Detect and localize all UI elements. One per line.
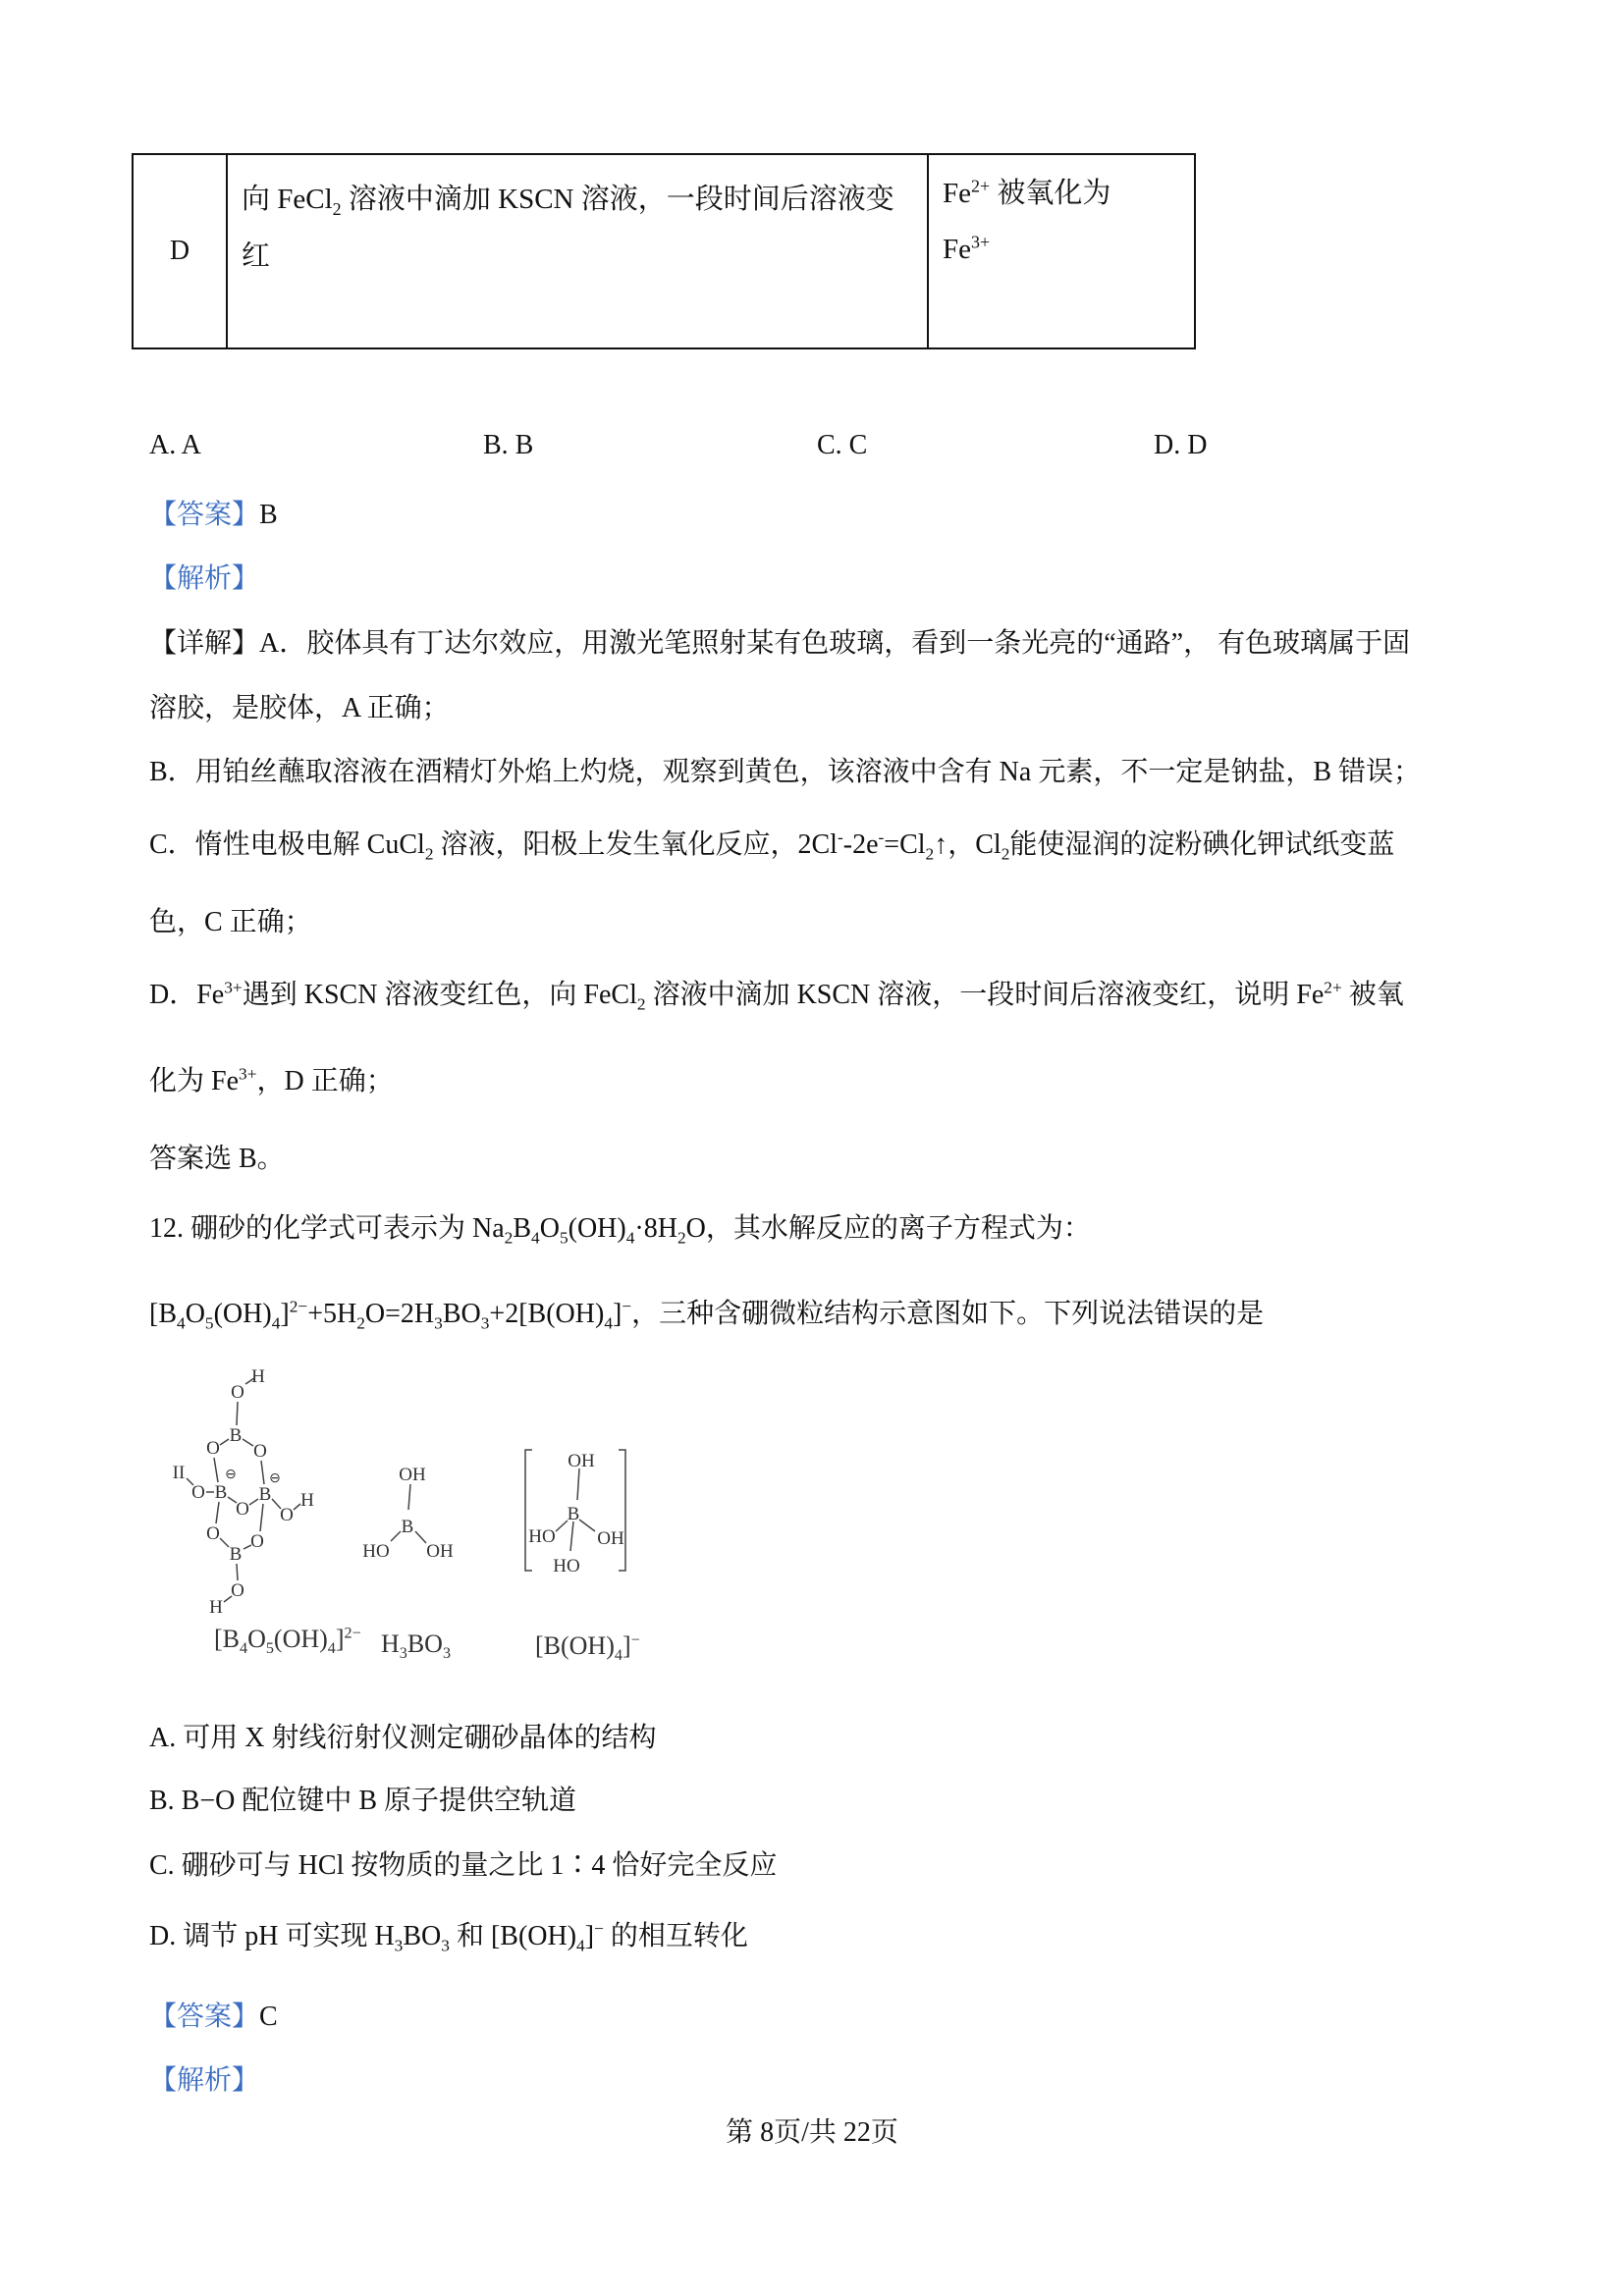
text-segment: +5H [307, 1299, 357, 1329]
subscript: 3 [441, 1936, 450, 1955]
subscript: 3 [394, 1936, 404, 1955]
hydroxyl-group: OH [399, 1465, 426, 1485]
subscript: 2 [1001, 844, 1010, 864]
text-segment: 能使湿润的淀粉碘化钾试纸变蓝 [1009, 829, 1395, 860]
text-segment: O，其水解反应的离子方程式为： [685, 1213, 1091, 1244]
text-segment: 向 FeCl [242, 184, 333, 215]
superscript: 2+ [971, 176, 991, 196]
boric-acid-structure [362, 1465, 454, 1562]
text-segment: B. B−O 配位键中 B 原子提供空轨道 [149, 1786, 577, 1816]
atom-h: H [300, 1490, 314, 1511]
text-segment: D. 调节 pH 可实现 H [149, 1921, 395, 1951]
atom-o: O [231, 1382, 244, 1403]
text-segment: B [259, 500, 278, 530]
text-segment: 被氧 [1341, 980, 1404, 1010]
atom-o: O [236, 1499, 249, 1520]
subscript: 5 [265, 1640, 274, 1658]
subscript: 4 [271, 1313, 281, 1333]
text-segment: C．惰性电极电解 CuCl [149, 829, 425, 860]
text-segment: 溶液中滴加 KSCN 溶液，一段时间后溶液变红，说明 Fe [645, 980, 1325, 1010]
text-segment: ] [335, 1625, 345, 1653]
text-segment: ] [280, 1299, 290, 1329]
subscript: 3 [434, 1313, 443, 1333]
text-segment: =Cl [884, 829, 926, 860]
text-segment: 的相互转化 [603, 1921, 748, 1951]
text-segment: Fe [943, 234, 971, 265]
text-segment: BO [442, 1299, 481, 1329]
text-segment: BO [406, 1629, 443, 1658]
borate-structure [173, 1366, 314, 1618]
text-segment: H [381, 1629, 400, 1658]
text-segment: 红 [242, 240, 271, 272]
text-segment: 和 [B(OH) [449, 1921, 577, 1951]
text-segment: 溶胶，是胶体，A 正确； [149, 693, 450, 723]
superscript: 2− [344, 1625, 361, 1642]
text-segment: B．用铂丝蘸取溶液在酒精灯外焰上灼烧，观察到黄色，该溶液中含有 Na 元素，不一定是钠盐，B 错误； [149, 757, 1422, 787]
text-segment: D．Fe [149, 980, 225, 1010]
option-d: D. D [1154, 430, 1208, 460]
atom-o: O [280, 1505, 294, 1525]
hydroxyl-group: OH [597, 1528, 624, 1549]
option-b: B. B [483, 430, 534, 460]
text-segment: ，三种含硼微粒结构示意图如下。下列说法错误的是 [631, 1299, 1265, 1329]
text-segment: ↑，Cl [934, 829, 1001, 860]
text-segment: +2[B(OH) [489, 1299, 605, 1329]
atom-b: B [401, 1517, 414, 1537]
atom-h: H [251, 1366, 265, 1387]
atom-b: B [258, 1484, 272, 1505]
subscript: 2 [677, 1228, 686, 1248]
subscript: 3 [442, 1645, 452, 1663]
text-segment: (OH) [568, 1213, 626, 1244]
subscript: 3 [480, 1313, 490, 1333]
atom-b: B [567, 1504, 580, 1524]
subscript: 2 [332, 198, 342, 219]
superscript: 2+ [1324, 978, 1342, 997]
subscript: 2 [356, 1313, 365, 1333]
subscript: 2 [504, 1228, 514, 1248]
hydroxyl-group: OH [426, 1541, 454, 1562]
tetrahydroxyborate-structure [525, 1450, 625, 1576]
atom-b: B [229, 1425, 243, 1446]
section-label: 【答案】 [149, 500, 260, 530]
text-segment: 遇到 KSCN 溶液变红色，向 FeCl [242, 980, 637, 1010]
text-segment: 12. 硼砂的化学式可表示为 Na [149, 1213, 505, 1244]
option-letter: D [169, 236, 190, 266]
atom-o: O [253, 1441, 267, 1462]
subscript: 5 [204, 1313, 214, 1333]
subscript: 2 [636, 994, 646, 1014]
negative-charge-icon: ⊖ [269, 1471, 281, 1486]
text-segment: ·8H [634, 1213, 677, 1244]
text-segment: O [185, 1299, 205, 1329]
superscript: 2− [289, 1297, 308, 1316]
text-segment: 被氧化为 [990, 178, 1111, 209]
superscript: − [594, 1919, 604, 1939]
atom-h: II [172, 1463, 186, 1483]
superscript: - [837, 828, 843, 847]
superscript: 3+ [239, 1064, 257, 1084]
section-label: 【答案】 [149, 2002, 260, 2032]
negative-charge-icon: ⊖ [225, 1468, 237, 1482]
text-segment: O [539, 1213, 560, 1244]
text-segment: ] [584, 1921, 595, 1951]
atom-o: O [231, 1580, 244, 1601]
text-segment: O [247, 1625, 266, 1653]
subscript: 4 [327, 1640, 336, 1658]
text-segment: 答案选 B。 [149, 1144, 285, 1174]
option-a: A. A [149, 430, 201, 460]
text-segment: ] [613, 1299, 623, 1329]
subscript: 2 [424, 844, 434, 864]
text-segment: 溶液中滴加 KSCN 溶液，一段时间后溶液变 [341, 184, 894, 215]
superscript: 3+ [224, 978, 243, 997]
hydroxyl-group: OH [568, 1451, 595, 1471]
atom-o: O [250, 1531, 264, 1552]
text-segment: B [513, 1213, 532, 1244]
borate-label [214, 1625, 361, 1658]
text-segment: (OH) [213, 1299, 272, 1329]
text-segment: (OH) [273, 1625, 328, 1653]
superscript: - [878, 828, 885, 847]
text-segment: C. 硼砂可与 HCl 按物质的量之比 1∶4 恰好完全反应 [149, 1850, 778, 1881]
tetrahydroxyborate-label [535, 1631, 640, 1665]
page-footer: 第 8页/共 22页 [726, 2117, 898, 2148]
atom-b: B [214, 1482, 228, 1503]
text-segment: [B [149, 1299, 177, 1329]
text-segment: ] [622, 1631, 631, 1660]
subscript: 3 [399, 1645, 407, 1663]
text-segment: 化为 Fe [149, 1066, 240, 1096]
subscript: 4 [604, 1313, 613, 1333]
subscript: 5 [559, 1228, 568, 1248]
atom-o: O [191, 1482, 205, 1503]
superscript: − [622, 1297, 632, 1316]
text-segment: -2e [842, 829, 879, 860]
subscript: 4 [614, 1647, 623, 1665]
section-label: 【解析】 [149, 563, 260, 594]
hydroxyl-group: HO [528, 1526, 556, 1547]
subscript: 4 [177, 1313, 186, 1333]
option-c: C. C [817, 430, 868, 460]
subscript: 4 [240, 1640, 248, 1658]
boric-acid-label [381, 1629, 452, 1663]
hydroxyl-group: HO [362, 1541, 390, 1562]
atom-b: B [229, 1544, 243, 1565]
text-segment: [B [214, 1625, 240, 1653]
text-segment: [B(OH) [535, 1631, 615, 1660]
superscript: − [630, 1631, 640, 1649]
text-segment: Fe [943, 178, 971, 209]
hydroxyl-group: HO [553, 1556, 580, 1576]
subscript: 4 [625, 1228, 635, 1248]
subscript: 4 [576, 1936, 585, 1955]
atom-o: O [206, 1438, 220, 1459]
subscript: 4 [531, 1228, 540, 1248]
text-segment: ，D 正确； [256, 1066, 394, 1096]
text-segment: A. 可用 X 射线衍射仪测定硼砂晶体的结构 [149, 1723, 657, 1753]
text-segment: 【详解】A．胶体具有丁达尔效应，用激光笔照射某有色玻璃，看到一条光亮的“通路”， 有色玻璃属于固 [149, 628, 1411, 659]
atom-h: H [209, 1597, 223, 1618]
subscript: 2 [925, 844, 935, 864]
atom-o: O [206, 1523, 220, 1544]
section-label: 【解析】 [149, 2065, 260, 2096]
superscript: 3+ [971, 232, 991, 252]
text-segment: C [259, 2002, 278, 2032]
text-segment: BO [403, 1921, 442, 1951]
text-segment: O=2H [364, 1299, 435, 1329]
text-segment: 色，C 正确； [149, 907, 312, 937]
text-segment: 溶液，阳极上发生氧化反应，2Cl [433, 829, 838, 860]
